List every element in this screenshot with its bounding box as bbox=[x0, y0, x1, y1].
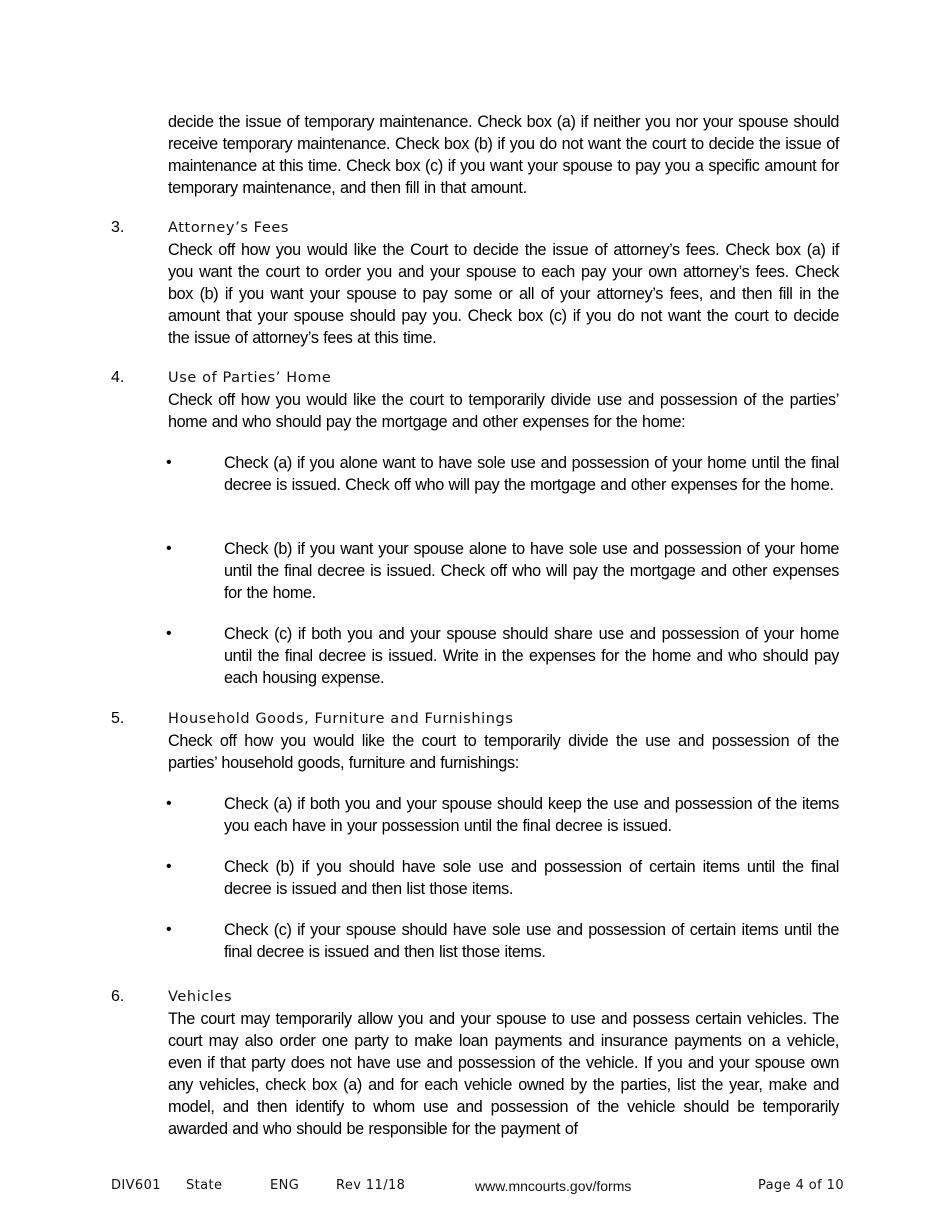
section-number: 3. bbox=[111, 219, 125, 236]
section-text: Check off how you would like the court to temporarily divide use and possession of the parties’ home and who should pay the mortgage and other expenses for the home: bbox=[168, 391, 839, 431]
bullet-text: Check (b) if you want your spouse alone to have sole use and possession of your home until the final decree is issued. Check off who will pay the mortgage and other expenses for the home. bbox=[224, 540, 839, 602]
footer-form-code: DIV601 bbox=[111, 1178, 161, 1193]
footer-page-number: Page 4 of 10 bbox=[758, 1178, 845, 1193]
section-text: The court may temporarily allow you and your spouse to use and possess certain vehicles. The court may also order one party to make loan payments and insurance payments on a vehicle, even if that party does not have use and possession of the vehicle. If you and your spouse own any vehicles, check box (a) and for each vehicle owned by the parties, list the year, make and model, and then identify to whom use and possession of the vehicle should be temporarily awarded and who should be responsible for the payment of bbox=[168, 1010, 839, 1138]
bullet-text: Check (a) if both you and your spouse should keep the use and possession of the items you each have in your possession until the final decree is issued. bbox=[224, 795, 839, 835]
section-text: Check off how you would like the court to temporarily divide the use and possession of the parties’ household goods, furniture and furnishings: bbox=[168, 732, 839, 772]
bullet-text: Check (c) if your spouse should have sole use and possession of certain items until the final decree is issued and then list those items. bbox=[224, 921, 839, 961]
bullet-dot: • bbox=[166, 795, 172, 812]
bullet-dot: • bbox=[166, 858, 172, 875]
section-text: Check off how you would like the Court to decide the issue of attorney’s fees. Check box (a) if you want the court to order you and your spouse to each pay your own attorney’s fees. Check box (b) if you want your spouse to pay some or all of your attorney’s fees, and then fill in the amount that your spouse should pay you. Check box (c) if you do not want the court to decide the issue of attorney’s fees at this time. bbox=[168, 241, 839, 347]
footer-language: ENG bbox=[270, 1178, 300, 1193]
section-heading: Household Goods, Furniture and Furnishings bbox=[168, 711, 514, 727]
bullet-dot: • bbox=[166, 625, 172, 642]
page-footer bbox=[0, 1178, 950, 1198]
section-number: 4. bbox=[111, 369, 125, 386]
section-heading: Vehicles bbox=[168, 989, 233, 1005]
footer-revision: Rev 11/18 bbox=[336, 1178, 406, 1193]
bullet-text: Check (a) if you alone want to have sole use and possession of your home until the final decree is issued. Check off who will pay the mortgage and other expenses for the home. bbox=[224, 454, 839, 494]
bullet-dot: • bbox=[166, 454, 172, 471]
section-heading: Use of Parties’ Home bbox=[168, 370, 332, 386]
footer-scope: State bbox=[186, 1178, 223, 1193]
bullet-text: Check (c) if both you and your spouse should share use and possession of your home until the final decree is issued. Write in the expenses for the home and who should pay each housing expense. bbox=[224, 625, 839, 687]
section-number: 6. bbox=[111, 988, 125, 1005]
section-number: 5. bbox=[111, 710, 125, 727]
intro-paragraph: decide the issue of temporary maintenance. Check box (a) if neither you nor your spouse should receive temporary maintenance. Check box (b) if you do not want the court to decide the issue of maintenance at this time. Check box (c) if you want your spouse to pay you a specific amount for temporary maintenance, and then fill in that amount. bbox=[168, 113, 839, 197]
footer-url: www.mncourts.gov/forms bbox=[475, 1178, 632, 1194]
bullet-dot: • bbox=[166, 921, 172, 938]
bullet-dot: • bbox=[166, 540, 172, 557]
bullet-text: Check (b) if you should have sole use and possession of certain items until the final decree is issued and then list those items. bbox=[224, 858, 839, 898]
section-heading: Attorney’s Fees bbox=[168, 220, 290, 236]
